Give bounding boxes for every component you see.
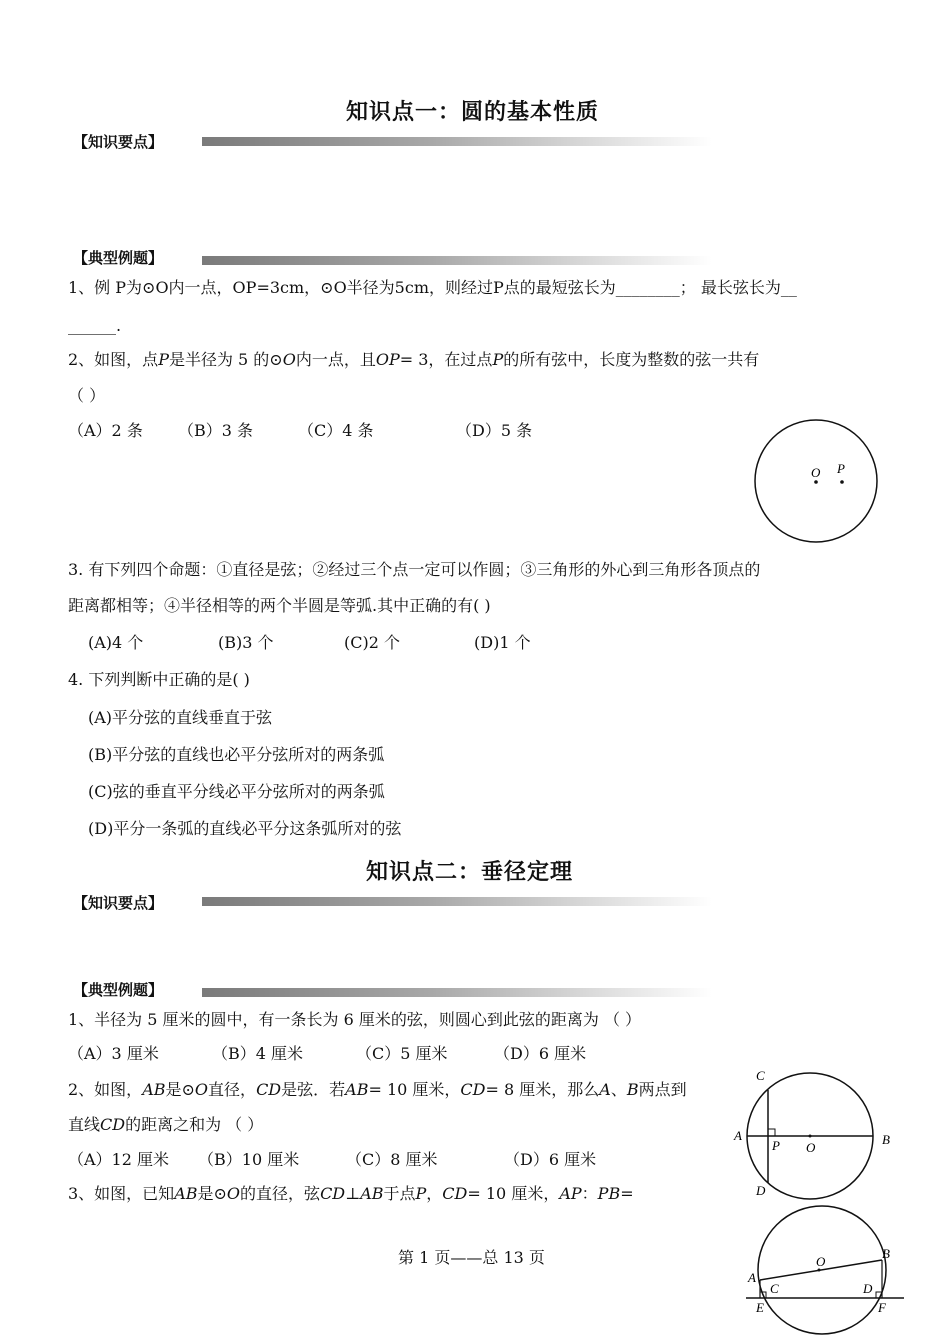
q2-line2: （ ） [68,386,106,405]
label-b: B [882,1246,890,1261]
q4-option-b: (B)平分弦的直线也必平分弦所对的两条弧 [88,745,385,764]
section2-title: 知识点二：垂径定理 [366,859,574,885]
s2q1-option-c: （C）5 厘米 [356,1044,448,1063]
q3-option-a: (A)4 个 [88,633,144,652]
label-c: C [770,1281,779,1296]
s2q2-line2: 直线CD的距离之和为 （ ） [68,1115,264,1134]
s2q1-option-a: （A）3 厘米 [68,1044,159,1063]
label-f: F [878,1300,886,1315]
q3-line2: 距离都相等；④半径相等的两个半圆是等弧.其中正确的有( ) [68,596,491,615]
section1-examples-label: 【典型例题】 [73,249,164,267]
s2q2-option-c: （C）8 厘米 [346,1150,438,1169]
q1-line1: 1、例 P为⊙O内一点，OP=3cm，⊙O半径为5cm，则经过P点的最短弦长为________； 最长弦长为__ [68,278,797,297]
s2q2-line1: 2、如图，AB是⊙O直径，CD是弦．若AB= 10 厘米，CD= 8 厘米，那么A、B两点到 [68,1080,687,1099]
section1-key-points-label: 【知识要点】 [73,133,164,151]
q2-option-d: （D）5 条 [456,421,533,440]
s2q3-line1: 3、如图，已知AB是⊙O的直径，弦CD⊥AB于点P，CD= 10 厘米，AP：PB= [68,1184,634,1203]
label-a: A [748,1270,756,1285]
s2q1-option-d: （D）6 厘米 [494,1044,587,1063]
s2q2-circle-figure [728,1066,900,1202]
section2-examples-label: 【典型例题】 [73,981,164,999]
s2q2-option-a: （A）12 厘米 [68,1150,170,1169]
s2q1-stem: 1、半径为 5 厘米的圆中，有一条长为 6 厘米的弦，则圆心到此弦的距离为 （ ） [68,1010,642,1029]
q2-option-a: （A）2 条 [68,421,143,440]
q4-option-d: (D)平分一条弧的直线必平分这条弧所对的弦 [88,819,402,838]
q3-line1: 3. 有下列四个命题：①直径是弦；②经过三个点一定可以作圆；③三角形的外心到三角形各顶点的 [68,560,761,579]
section2-examples-divider [202,988,712,997]
q4-stem: 4. 下列判断中正确的是( ) [68,670,250,689]
q3-option-d: (D)1 个 [474,633,531,652]
q2-option-b: （B）3 条 [178,421,254,440]
q3-option-b: (B)3 个 [218,633,274,652]
q2-option-c: （C）4 条 [298,421,374,440]
q2-line1: 2、如图，点P是半径为 5 的⊙O内一点，且OP= 3，在过点P的所有弦中，长度为整数的弦一共有 [68,350,760,369]
label-o: O [806,1140,816,1155]
label-p: P [837,461,845,476]
label-p: P [772,1138,780,1153]
point-o [814,480,818,484]
section1-title: 知识点一：圆的基本性质 [346,99,600,125]
label-d: D [756,1183,766,1198]
label-b: B [882,1132,890,1147]
s2q1-option-b: （B）4 厘米 [212,1044,304,1063]
label-e: E [756,1300,764,1315]
label-c: C [756,1068,765,1083]
right-angle-mark [768,1129,775,1136]
s2q3-circle-figure [744,1202,908,1344]
q4-option-c: (C)弦的垂直平分线必平分弦所对的两条弧 [88,782,385,801]
label-o: O [811,465,821,480]
q3-option-c: (C)2 个 [344,633,400,652]
q4-option-a: (A)平分弦的直线垂直于弦 [88,708,273,727]
s2q2-option-d: （D）6 厘米 [504,1150,597,1169]
label-a: A [734,1128,742,1143]
section2-key-points-label: 【知识要点】 [73,894,164,912]
point-p [840,480,844,484]
section2-key-points-divider [202,897,712,906]
page-footer: 第 1 页——总 13 页 [398,1248,545,1267]
section1-key-points-divider [202,137,712,146]
q2-circle-figure [748,417,884,553]
q1-line2: ______. [68,316,122,335]
s2q2-option-b: （B）10 厘米 [198,1150,300,1169]
section1-examples-divider [202,256,712,265]
label-d: D [863,1281,873,1296]
label-o: O [816,1254,826,1269]
